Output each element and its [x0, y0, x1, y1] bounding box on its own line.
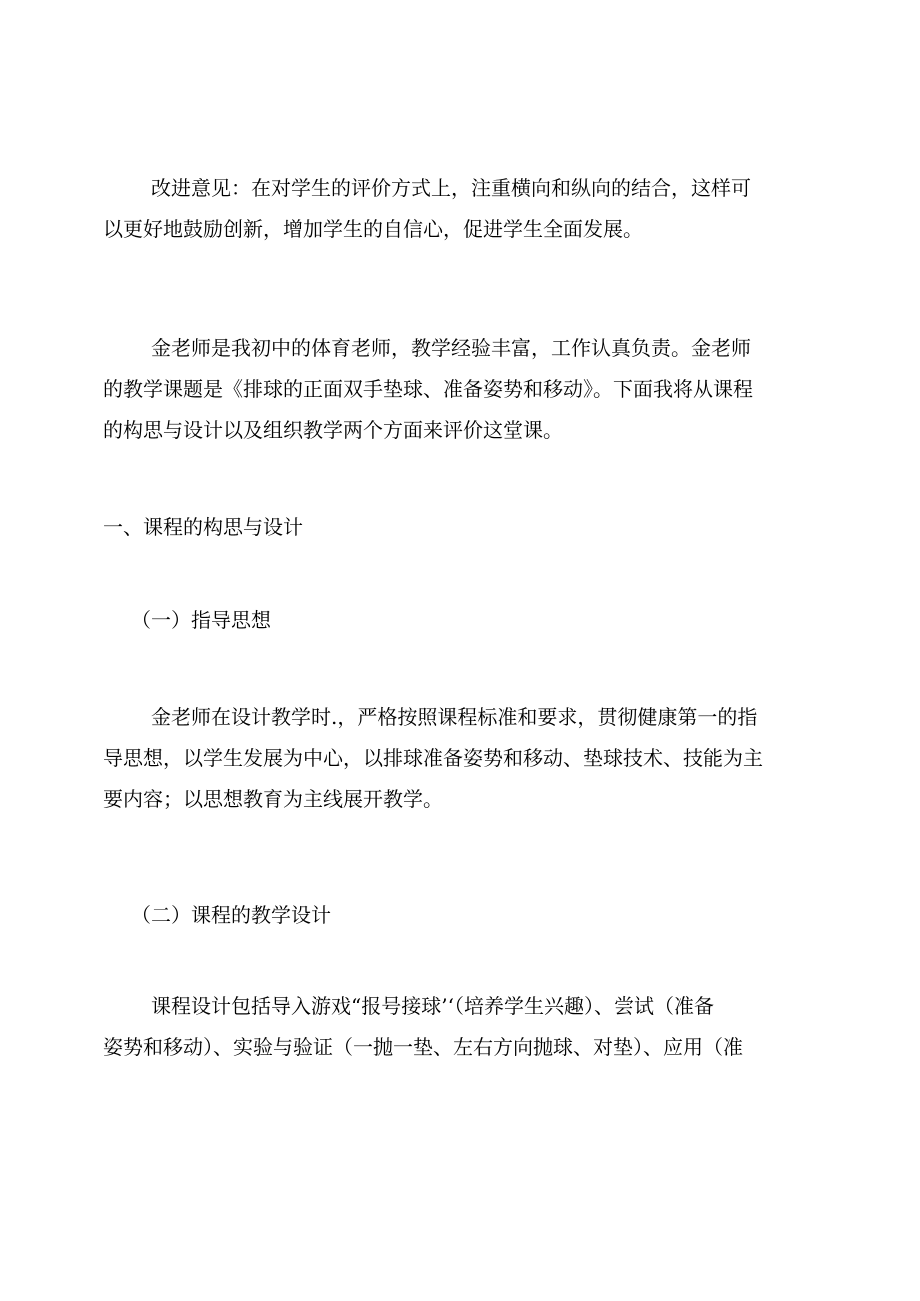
paragraph-improvement	[103, 168, 821, 250]
text-line: 改进意见：在对学生的评价方式上，注重横向和纵向的结合，这样可	[151, 176, 751, 200]
document-page	[103, 0, 821, 1301]
text-line: 姿势和移动）、实验与验证（一抛一垫、左右方向抛球、对垫）、应用（准	[103, 1035, 743, 1059]
text-line: 金老师是我初中的体育老师，教学经验丰富，工作认真负责。金老师	[151, 336, 751, 360]
subsection-heading: （一）指导思想	[131, 608, 271, 632]
text-line: 课程设计包括导入游戏“报号接球’‘（培养学生兴趣）、尝试（准备	[151, 994, 714, 1018]
text-line: 以更好地鼓励创新，增加学生的自信心，促进学生全面发展。	[103, 217, 643, 241]
text-line: 要内容；以思想教育为主线展开教学。	[103, 787, 443, 811]
text-line: 导思想，以学生发展为中心，以排球准备姿势和移动、垫球技术、技能为主	[103, 746, 763, 770]
text-line: 金老师在设计教学时.，严格按照课程标准和要求，贯彻健康第一的指	[151, 705, 758, 729]
text-line: 的构思与设计以及组织教学两个方面来评价这堂课。	[103, 418, 563, 442]
paragraph-intro	[103, 328, 821, 451]
section-heading: 一、课程的构思与设计	[103, 515, 303, 539]
subsection-heading: （二）课程的教学设计	[131, 903, 331, 927]
paragraph-teaching-design	[103, 986, 821, 1068]
text-line: 的教学课题是《排球的正面双手垫球、准备姿势和移动》。下面我将从课程	[103, 377, 753, 401]
paragraph-guiding-thought	[103, 697, 821, 820]
